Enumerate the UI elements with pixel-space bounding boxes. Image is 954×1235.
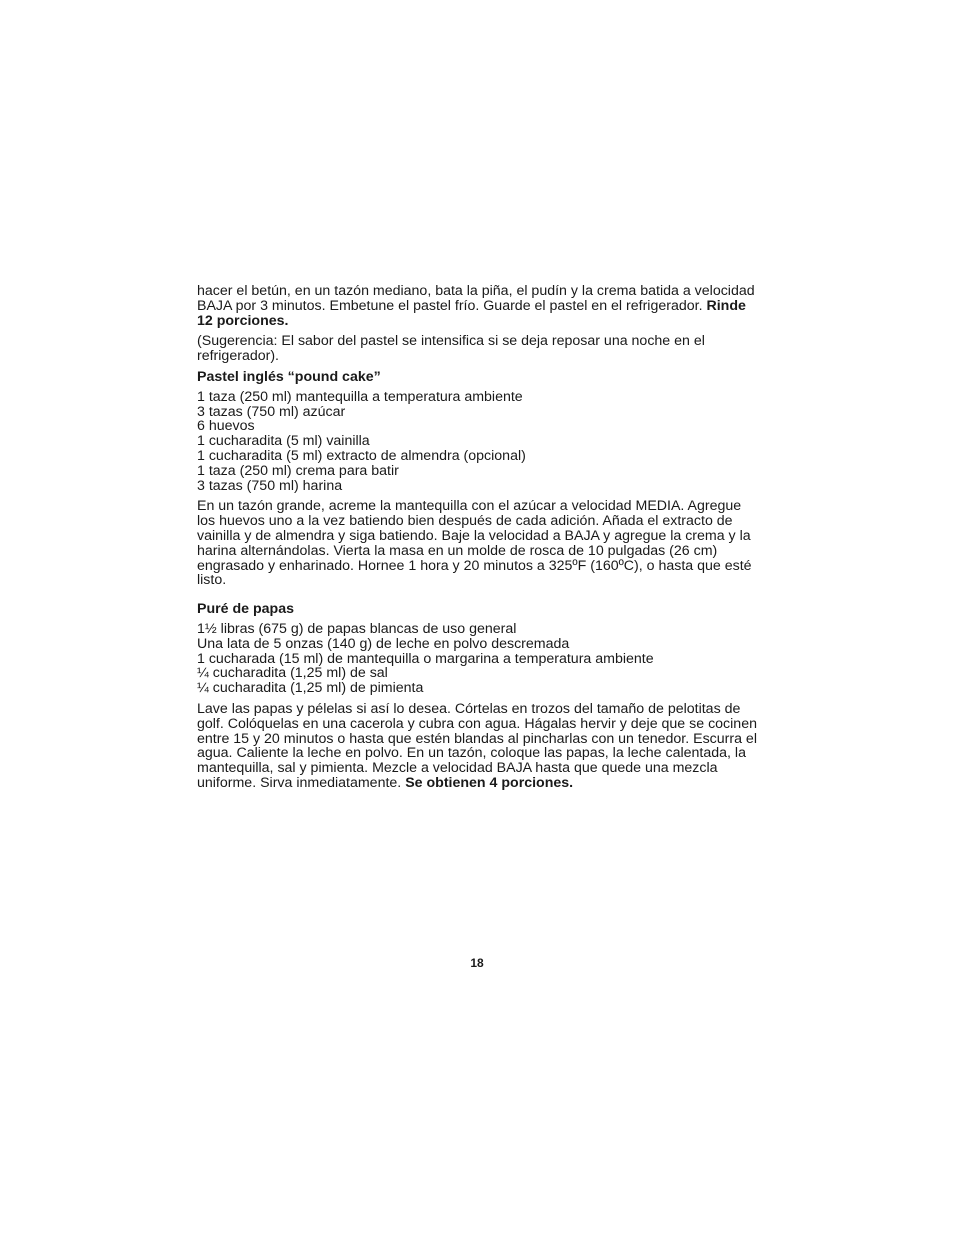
pound-cake-title: Pastel inglés “pound cake” [197, 368, 381, 385]
intro-yield: Rinde 12 porciones. [197, 297, 746, 329]
page-content [197, 284, 762, 797]
ingredient-item: 1 cucharadita (5 ml) extracto de almendra (opcional) [197, 447, 526, 464]
ingredient-item: 1 cucharadita (5 ml) vainilla [197, 433, 370, 450]
intro-tip: (Sugerencia: El sabor del pastel se intensifica si se deja reposar una noche en el refrigerador). [197, 333, 705, 365]
ingredient-item: ¼ cucharadita (1,25 ml) de pimienta [197, 680, 424, 697]
ingredient-item: 1 cucharada (15 ml) de mantequilla o margarina a temperatura ambiente [197, 650, 654, 667]
pound-cake-ingredients [197, 390, 762, 494]
ingredient-item: 3 tazas (750 ml) azúcar [197, 403, 346, 420]
ingredient-item: 1 taza (250 ml) crema para batir [197, 462, 399, 479]
ingredient-item: 1 taza (250 ml) mantequilla a temperatura ambiente [197, 388, 523, 405]
ingredient-item: 6 huevos [197, 418, 255, 435]
mashed-potatoes-title: Puré de papas [197, 601, 294, 618]
mashed-potatoes-ingredients [197, 622, 762, 696]
intro-paragraph-text: hacer el betún, en un tazón mediano, bata la piña, el pudín y la crema batida a velocidad BAJA por 3 minutos. Embetune el pastel frío. Guarde el pastel en el refrigerador. [197, 283, 755, 314]
mashed-potatoes-yield: Se obtienen 4 porciones. [405, 774, 574, 791]
ingredient-item: 1½ libras (675 g) de papas blancas de uso general [197, 620, 517, 637]
intro-paragraph [197, 284, 762, 328]
mashed-potatoes-instructions-text: Lave las papas y pélelas si así lo desea. Córtelas en trozos del tamaño de pelotitas de golf. Colóquelas en una cacerola y cubra con agua. Hágalas hervir y deje que se cocinen entre 15 y 20 minutos o hasta que estén blandas al pincharlas con un tenedor. Escurra el agua. Caliente la leche en polvo. En un tazón, coloque las papas, la leche calentada, la mantequilla, sal y pimienta. Mezcle a velocidad BAJA hasta que quede una mezcla uniforme. Sirva inmediatamente. [197, 700, 757, 791]
pound-cake-instructions: En un tazón grande, acreme la mantequilla con el azúcar a velocidad MEDIA. Agregue los huevos uno a la vez batiendo bien después de cada adición. Añada el extracto de vainilla y de almendra y siga batiendo. Baje la velocidad a BAJA y agregue la crema y la harina alternándolas. Vierta la masa en un molde de rosca de 10 pulgadas (26 cm) engrasado y enharinado. Hornee 1 hora y 20 minutos a 325ºF (160ºC), o hasta que esté listo. [197, 498, 752, 589]
mashed-potatoes-instructions [197, 702, 762, 791]
page-number: 18 [470, 956, 484, 970]
ingredient-item: ¼ cucharadita (1,25 ml) de sal [197, 665, 388, 682]
ingredient-item: Una lata de 5 onzas (140 g) de leche en polvo descremada [197, 635, 570, 652]
ingredient-item: 3 tazas (750 ml) harina [197, 477, 343, 494]
